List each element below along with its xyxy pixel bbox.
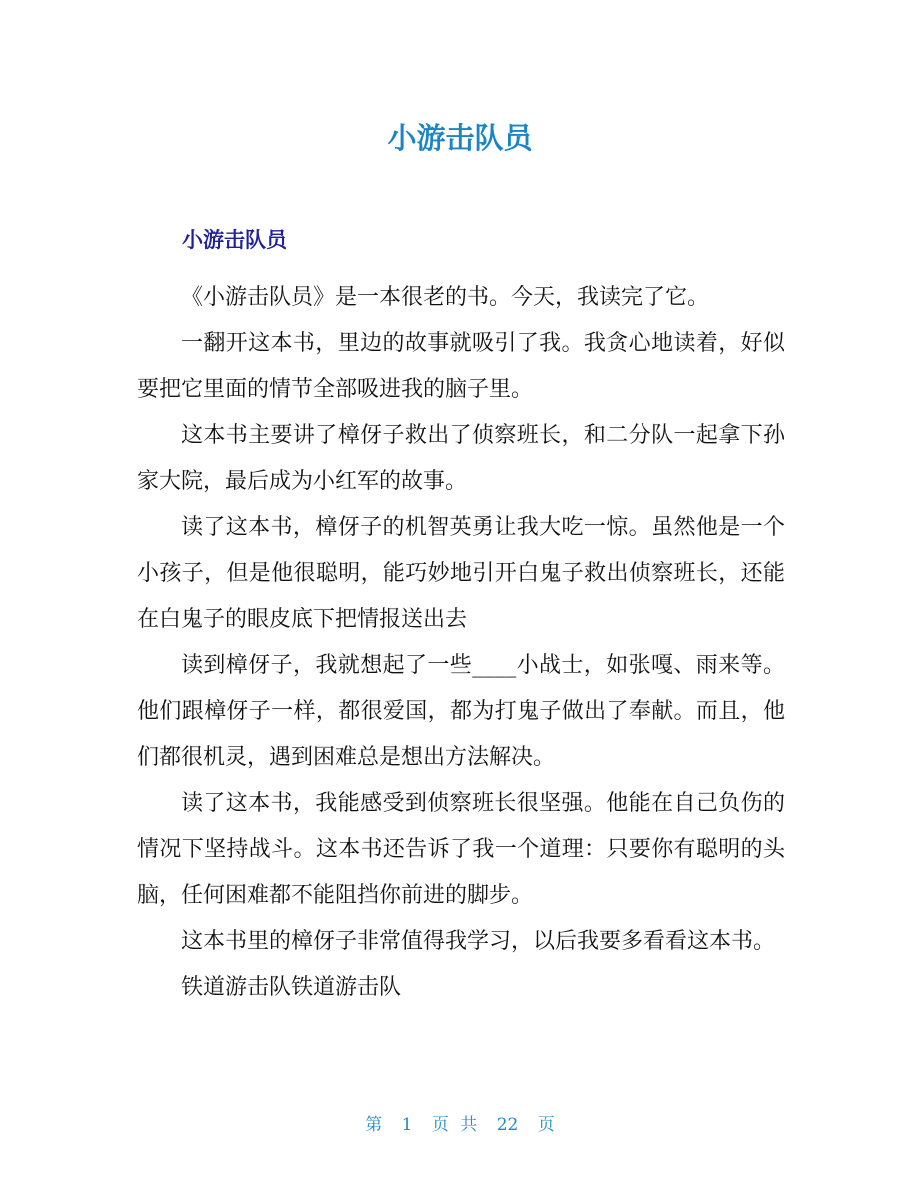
page-total: 22 xyxy=(496,1115,519,1135)
footer-middle: 页 共 xyxy=(431,1115,478,1135)
article-body xyxy=(137,275,785,1011)
paragraph: 读了这本书，樟伢子的机智英勇让我大吃一惊。虽然他是一个小孩子，但是他很聪明，能巧妙地引开白鬼子救出侦察班长，还能在白鬼子的眼皮底下把情报送出去 xyxy=(137,515,785,632)
footer-prefix: 第 xyxy=(365,1115,383,1135)
paragraph: 读了这本书，我能感受到侦察班长很坚强。他能在自己负伤的情况下坚持战斗。这本书还告诉了我一个道理：只要你有聪明的头脑，任何困难都不能阻挡你前进的脚步。 xyxy=(137,791,785,908)
page-number: 1 xyxy=(401,1115,413,1135)
section-heading: 小游击队员 xyxy=(182,228,287,252)
footer-suffix: 页 xyxy=(537,1115,555,1135)
paragraph: 这本书主要讲了樟伢子救出了侦察班长，和二分队一起拿下孙家大院，最后成为小红军的故事。 xyxy=(137,423,785,494)
paragraph: 读到樟伢子，我就想起了一些____小战士，如张嘎、雨来等。他们跟樟伢子一样，都很爱国，都为打鬼子做出了奉献。而且，他们都很机灵，遇到困难总是想出方法解决。 xyxy=(137,653,785,770)
paragraph: 这本书里的樟伢子非常值得我学习，以后我要多看看这本书。 xyxy=(181,929,776,954)
page-title: 小游击队员 xyxy=(387,121,533,155)
paragraph: 铁道游击队铁道游击队 xyxy=(181,975,402,1000)
page-footer xyxy=(0,1110,920,1140)
paragraph: 《小游击队员》是一本很老的书。今天，我读完了它。 xyxy=(181,285,710,310)
paragraph: 一翻开这本书，里边的故事就吸引了我。我贪心地读着，好似要把它里面的情节全部吸进我的脑子里。 xyxy=(137,331,785,402)
